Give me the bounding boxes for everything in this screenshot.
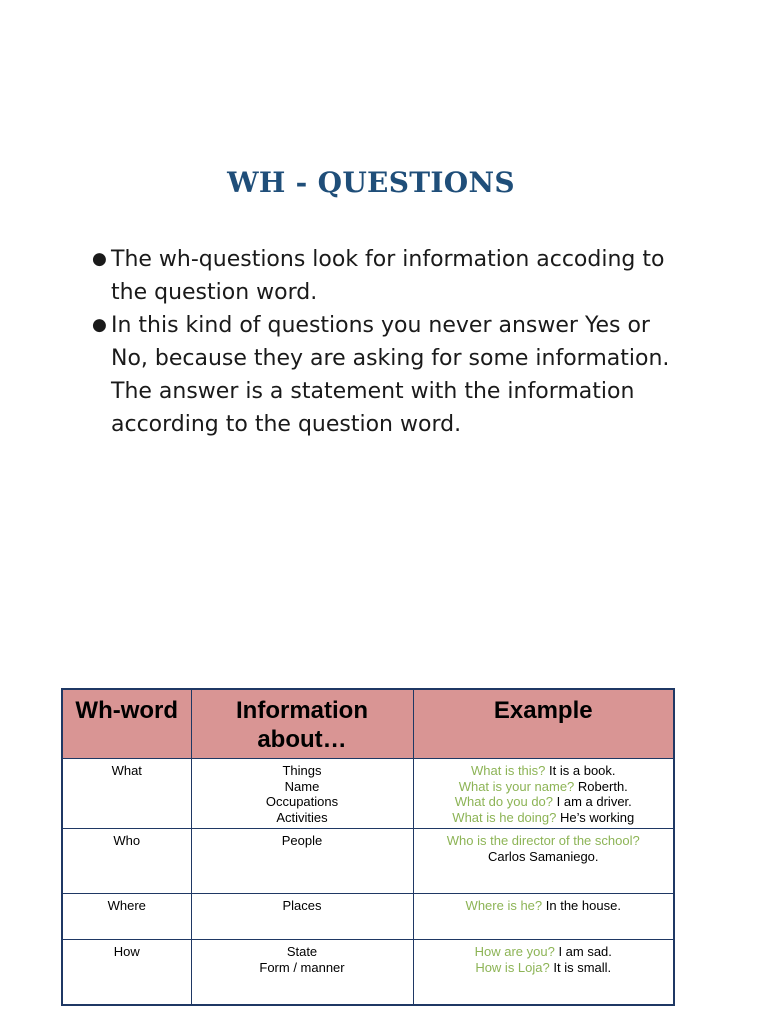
table-row <box>62 940 674 1005</box>
wh-questions-table <box>61 688 675 1006</box>
example-cell <box>413 829 674 894</box>
example-line <box>418 944 670 960</box>
example-line <box>418 763 670 779</box>
bullet-dot-icon: ● <box>92 249 107 269</box>
example-line <box>418 898 670 914</box>
example-question: How are you? <box>474 944 555 960</box>
example-answer: In the house. <box>545 898 621 914</box>
table-row <box>62 894 674 940</box>
example-cell <box>413 759 674 829</box>
example-question: Who is the director of the school? <box>446 833 640 849</box>
information-cell <box>191 894 413 940</box>
example-answer: He’s working <box>560 809 635 825</box>
example-question: How is Loja? <box>475 959 550 975</box>
example-question: What is he doing? <box>452 809 557 825</box>
example-line <box>418 794 670 810</box>
information-item: People <box>281 833 323 849</box>
example-answer: I am sad. <box>558 944 612 960</box>
example-line <box>418 849 670 865</box>
wh-word-cell: Where <box>62 894 191 940</box>
example-answer: Carlos Samaniego. <box>487 848 599 864</box>
information-cell <box>191 940 413 1005</box>
example-question: What do you do? <box>454 794 554 809</box>
information-cell <box>191 759 413 829</box>
wh-word-cell: Who <box>62 829 191 894</box>
information-cell <box>191 829 413 894</box>
bullet-item <box>92 243 672 309</box>
header-wh-word: Wh-word <box>62 689 191 759</box>
information-item: Things <box>282 763 322 778</box>
page-title: WH - QUESTIONS <box>227 166 515 199</box>
table-header-row <box>62 689 674 759</box>
wh-word-cell: How <box>62 940 191 1005</box>
bullet-item <box>92 309 672 441</box>
example-cell <box>413 894 674 940</box>
example-question: What is this? <box>470 763 546 778</box>
bullet-text: The wh-questions look for information accoding to the question word. <box>111 247 665 305</box>
example-line <box>418 960 670 976</box>
bullet-list <box>92 243 672 441</box>
example-cell <box>413 940 674 1005</box>
header-information-about: Information about… <box>191 689 413 759</box>
example-answer: Roberth. <box>577 778 628 794</box>
information-item: Name <box>284 778 320 794</box>
wh-word-cell: What <box>62 759 191 829</box>
information-item: Places <box>282 898 322 914</box>
header-example: Example <box>413 689 674 759</box>
example-question: What is your name? <box>458 778 575 794</box>
bullet-text: In this kind of questions you never answer Yes or No, because they are asking for some information. The answer is a statement with the information according to the question word. <box>111 313 670 437</box>
example-answer: I am a driver. <box>556 794 632 809</box>
information-item: Occupations <box>265 794 339 809</box>
information-item: State <box>286 944 318 960</box>
table-row <box>62 829 674 894</box>
example-question: Where is he? <box>465 898 543 914</box>
information-item: Activities <box>276 809 328 825</box>
example-answer: It is small. <box>553 959 612 975</box>
example-answer: It is a book. <box>549 763 616 778</box>
example-line <box>418 779 670 795</box>
table-row <box>62 759 674 829</box>
bullet-dot-icon: ● <box>92 315 107 335</box>
example-line <box>418 833 670 849</box>
example-line <box>418 810 670 826</box>
information-item: Form / manner <box>259 959 345 975</box>
